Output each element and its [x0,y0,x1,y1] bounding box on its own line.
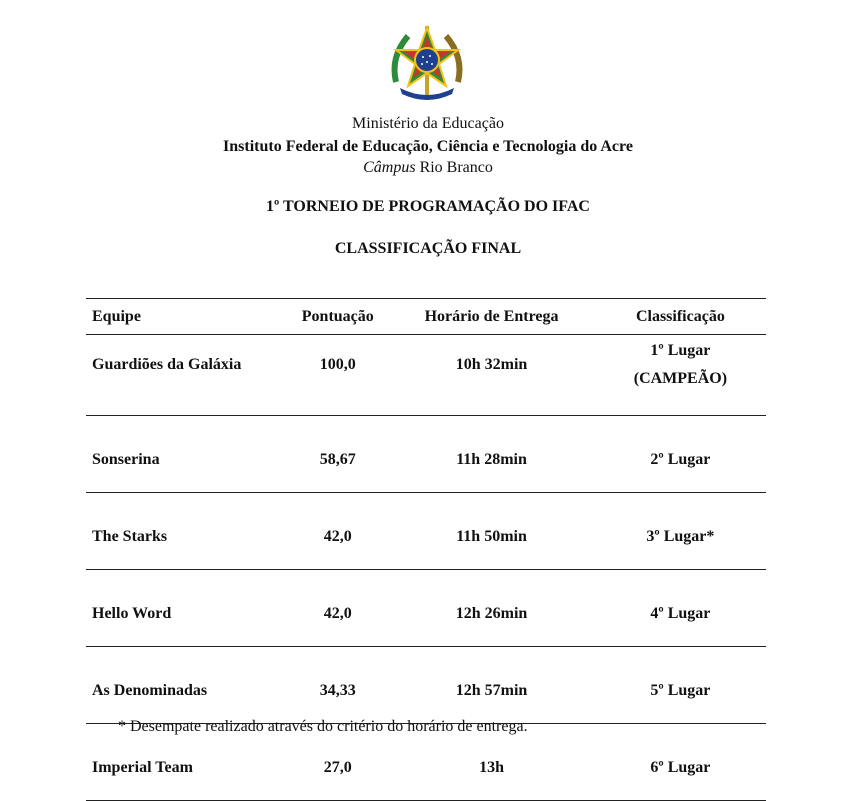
header-classification: Classificação [595,299,766,335]
team-name: Guardiões da Galáxia [86,335,287,416]
table-row [86,416,766,493]
delivery-time: 12h 57min [388,647,595,724]
team-score: 42,0 [287,570,388,647]
header-delivery-time: Horário de Entrega [388,299,595,335]
team-name: Sonserina [86,416,287,493]
brazil-coat-of-arms-icon [386,22,468,104]
table-row [86,493,766,570]
team-name: Hello Word [86,570,287,647]
team-name: Imperial Team [86,724,287,801]
placement: 2º Lugar [595,416,766,493]
institute-name: Instituto Federal de Educação, Ciência e Tecnologia do Acre [223,138,633,155]
placement [595,335,766,416]
delivery-time: 12h 26min [388,570,595,647]
placement: 4º Lugar [595,570,766,647]
ministry-name: Ministério da Educação [352,115,504,132]
team-score: 34,33 [287,647,388,724]
delivery-time: 11h 28min [388,416,595,493]
header-team: Equipe [86,299,287,335]
team-score: 100,0 [287,335,388,416]
delivery-time: 11h 50min [388,493,595,570]
team-score: 27,0 [287,724,388,801]
classification-title: CLASSIFICAÇÃO FINAL [334,240,522,257]
team-name: As Denominadas [86,647,287,724]
table-row [86,570,766,647]
table-row [86,335,766,416]
team-score: 42,0 [287,493,388,570]
tournament-title: 1º TORNEIO DE PROGRAMAÇÃO DO IFAC [266,198,590,215]
champion-note: (CAMPEÃO) [633,370,728,387]
campus-label: Câmpus [363,159,416,176]
campus-location: Rio Branco [415,159,493,176]
placement: 5º Lugar [595,647,766,724]
placement: 6º Lugar [595,724,766,801]
placement-label: 1º Lugar [650,342,711,359]
table-row [86,647,766,724]
table-header-row [86,299,766,335]
campus-name [0,158,856,178]
tiebreak-footnote: * Desempate realizado através do critério do horário de entrega. [118,718,528,735]
team-score: 58,67 [287,416,388,493]
placement: 3º Lugar* [595,493,766,570]
delivery-time: 10h 32min [388,335,595,416]
delivery-time: 13h [388,724,595,801]
header-score: Pontuação [287,299,388,335]
team-name: The Starks [86,493,287,570]
